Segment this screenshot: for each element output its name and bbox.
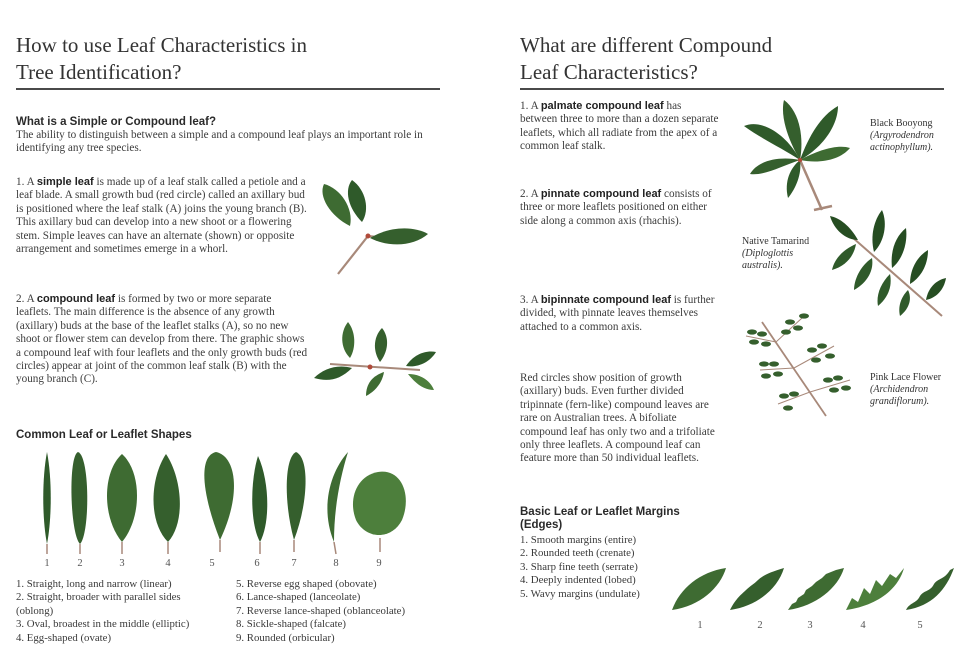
palmate-text: has between three to more than a dozen separate leaflets, which all radiate from the apex of a common leaf stalk.: [520, 100, 719, 153]
shape-item-lanceolate: 6. Lance-shaped (lanceolate): [236, 591, 361, 604]
bipinnate-text: is further divided, with pinnate leaves themselves attached to a common axis.: [520, 294, 715, 333]
pinnate-paragraph: [520, 188, 720, 228]
margin-item-serrate: 3. Sharp fine teeth (serrate): [520, 560, 638, 573]
palmate-paragraph: [520, 100, 720, 154]
shape-number-6: 6: [254, 558, 260, 569]
palmate-leaf-illustration: [742, 98, 852, 216]
shape-item-falcate: 8. Sickle-shaped (falcate): [236, 618, 347, 631]
left-title: [16, 32, 307, 86]
margin-lobed: [846, 568, 904, 610]
shape-item-elliptic: 3. Oval, broadest in the middle (elliptic): [16, 618, 190, 631]
left-title-line1: How to use Leaf Characteristics in: [16, 33, 307, 57]
simple-compound-heading: What is a Simple or Compound leaf?: [16, 116, 216, 128]
leaf-shapes-row: [30, 448, 410, 558]
leaf-shapes-heading: Common Leaf or Leaflet Shapes: [16, 429, 192, 441]
shape-oblong: [71, 452, 87, 554]
shape-number-4: 4: [165, 558, 171, 569]
compound-leaf-prefix: 2. A: [16, 293, 37, 305]
shape-orbicular: [353, 472, 406, 552]
margin-number-3: 3: [807, 620, 813, 631]
right-title-line2: Leaf Characteristics?: [520, 60, 698, 84]
shapes-list-col2: [236, 578, 466, 645]
simple-leaf-prefix: 1. A: [16, 176, 37, 188]
shape-number-1: 1: [44, 558, 50, 569]
bipinnate-paragraph: [520, 294, 720, 334]
shape-elliptic: [107, 454, 137, 554]
shape-number-3: 3: [119, 558, 125, 569]
bipinnate-leaf-illustration: [742, 312, 862, 420]
left-page: [0, 0, 470, 668]
shape-item-ovate: 4. Egg-shaped (ovate): [16, 631, 112, 644]
shape-obovate: [204, 452, 234, 552]
margin-item-crenate: 2. Rounded teeth (crenate): [520, 547, 635, 560]
margin-crenate: [730, 568, 784, 610]
margins-row: [670, 564, 954, 614]
shape-ovate: [154, 454, 180, 554]
margin-undulate: [906, 568, 954, 610]
margins-list: [520, 534, 680, 601]
margin-number-1: 1: [697, 620, 703, 631]
right-title: [520, 32, 772, 86]
margins-heading-line1: Basic Leaf or Leaflet Margins: [520, 506, 680, 518]
shapes-list-col1: [16, 578, 246, 645]
simple-leaf-blade-2: [348, 180, 366, 222]
lace-flower-caption: [870, 372, 950, 408]
palmate-prefix: 1. A: [520, 100, 541, 112]
lace-flower-latin: (Archidendron grandiflorum).: [870, 384, 930, 407]
shape-number-2: 2: [77, 558, 83, 569]
margin-number-5: 5: [917, 620, 923, 631]
margin-number-2: 2: [757, 620, 763, 631]
compound-leaf-illustration: [310, 318, 440, 398]
right-title-rule: [520, 88, 944, 90]
shape-item-oblong-cont: (oblong): [16, 604, 54, 617]
margin-serrate: [788, 568, 844, 610]
red-circles-paragraph: Red circles show position of growth (axillary) buds. Even further divided tripinnate (fern-like) compound leaves are rare on Australian trees. A bifoliate compound leaf has only two and a trifoliate only three leaflets. A compound leaf can feature more than 50 individual leaflets.: [520, 372, 715, 465]
tamarind-latin: (Diploglottis australis).: [742, 248, 794, 271]
shape-item-obovate: 5. Reverse egg shaped (obovate): [236, 578, 377, 590]
palmate-term: palmate compound leaf: [540, 100, 664, 112]
compound-leaf-term: compound leaf: [36, 293, 116, 305]
simple-leaf-illustration: [310, 178, 440, 278]
booyong-latin: (Argyrodendron actinophyllum).: [870, 130, 934, 153]
margin-number-4: 4: [860, 620, 866, 631]
compound-leaf-paragraph: [16, 293, 308, 387]
shape-number-7: 7: [291, 558, 297, 569]
pinnate-text: consists of three or more leaflets positioned on either side along a common axis (rhachis).: [520, 188, 712, 227]
margin-item-lobed: 4. Deeply indented (lobed): [520, 574, 636, 587]
margins-heading-line2: (Edges): [520, 519, 563, 531]
simple-leaf-text: is made up of a leaf stalk called a petiole and a leaf blade. A small growth bud (red circle) called an axillary bud is positioned where the leaf stalk (A) joins the young branch (B). This axillary bud can develop into a new shoot or a flowering stem. Simple leaves can have an alternate (shown) or opposite arrangement and sometimes emerge in a whorl.: [16, 176, 307, 256]
right-page: [490, 0, 960, 668]
simple-leaf-blade-1: [322, 184, 350, 226]
shape-item-linear: 1. Straight, long and narrow (linear): [16, 578, 172, 590]
tamarind-name: Native Tamarind: [742, 236, 810, 247]
simple-leaf-blade-3: [370, 228, 428, 244]
right-title-line1: What are different Compound: [520, 33, 773, 57]
tamarind-caption: [742, 236, 826, 272]
shape-number-5: 5: [209, 558, 215, 569]
shape-falcate: [327, 452, 348, 554]
pinnate-term: pinnate compound leaf: [540, 188, 662, 200]
shape-lanceolate: [252, 456, 267, 554]
shape-item-orbicular: 9. Rounded (orbicular): [236, 631, 335, 644]
intro-paragraph: The ability to distinguish between a simple and a compound leaf plays an important role in identifying any tree species.: [16, 129, 423, 155]
booyong-caption: [870, 118, 950, 154]
left-title-line2: Tree Identification?: [16, 60, 182, 84]
simple-leaf-paragraph: [16, 176, 308, 256]
shape-oblanceolate: [287, 452, 306, 552]
lace-flower-name: Pink Lace Flower: [870, 372, 942, 383]
margin-item-undulate: 5. Wavy margins (undulate): [520, 587, 640, 600]
bipinnate-term: bipinnate compound leaf: [540, 294, 671, 306]
shape-number-8: 8: [333, 558, 339, 569]
simple-leaf-term: simple leaf: [36, 176, 94, 188]
shape-number-9: 9: [376, 558, 382, 569]
shape-item-oblong: 2. Straight, broader with parallel sides: [16, 591, 181, 604]
margins-heading: [520, 506, 680, 532]
bipinnate-prefix: 3. A: [520, 294, 541, 306]
pinnate-prefix: 2. A: [520, 188, 541, 200]
pinnate-leaf-illustration: [830, 200, 950, 324]
shape-linear: [43, 452, 51, 554]
left-title-rule: [16, 88, 440, 90]
booyong-name: Black Booyong: [870, 118, 933, 129]
margin-item-entire: 1. Smooth margins (entire): [520, 534, 637, 546]
shape-item-oblanceolate: 7. Reverse lance-shaped (oblanceolate): [236, 604, 406, 617]
margin-entire: [672, 568, 726, 610]
compound-leaf-text: is formed by two or more separate leaflets. The main difference is the absence of any growth (axillary) buds at the base of the leaflet stalks (A), so no new shoot or flower stem can develop from there. The graphic shows a compound leaf with four leaflets and the only growth buds (red circles) appear at joint of the common leaf stalk (B) with the young branch (C).: [16, 293, 308, 386]
